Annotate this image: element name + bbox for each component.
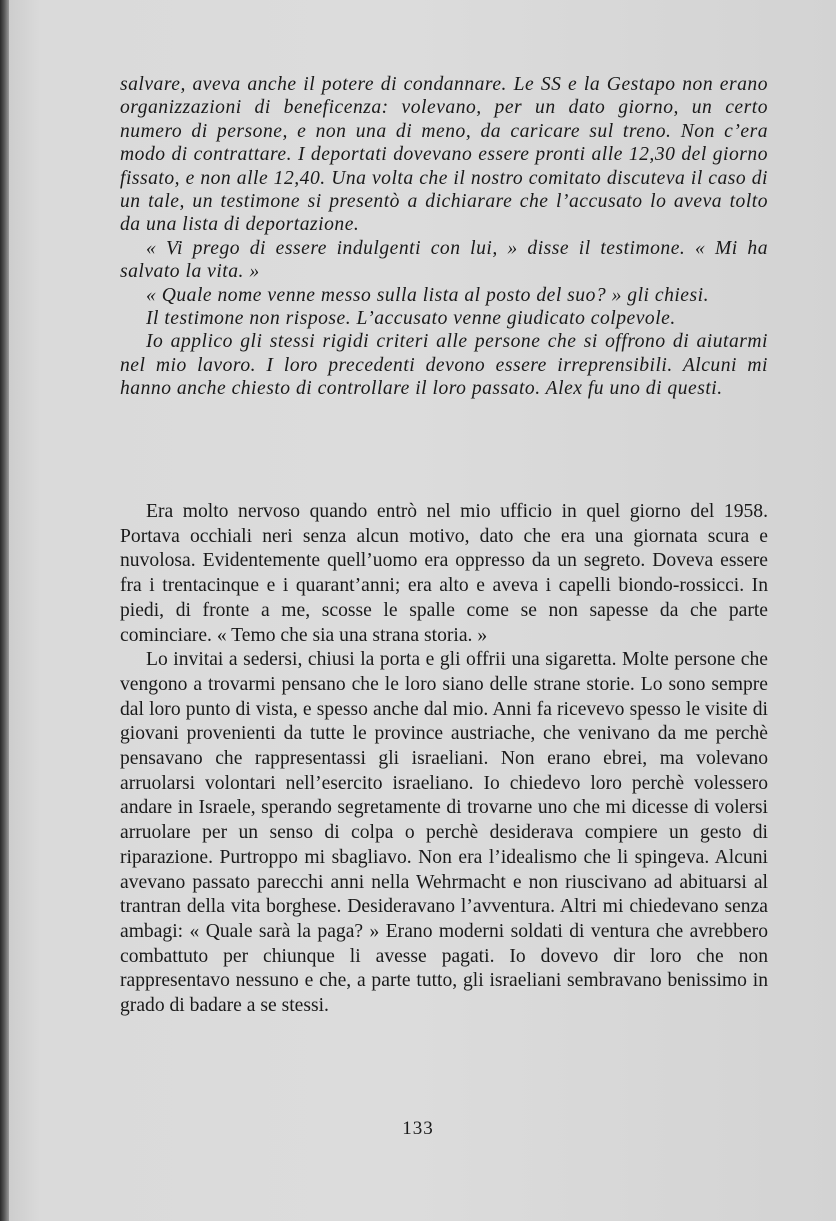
italic-paragraph: « Quale nome venne messo sulla lista al posto del suo? » gli chiesi.: [146, 284, 709, 306]
italic-paragraph: Il testimone non rispose. L’accusato venne giudicato colpevole.: [146, 308, 676, 330]
body-paragraph: Lo invitai a sedersi, chiusi la porta e gli offrii una sigaretta. Molte persone che vengono a trovarmi pensano che le loro siano delle strane storie. Lo sono sempre dal loro punto di vista, e spesso anche dal mio. Anni fa ricevevo spesso le visite di giovani provenienti da tutte le province austriache, che venivano da me perchè pensavano che rappresentassi gli israeliani. Non erano ebrei, ma volevano arruolarsi volontari nell’esercito israeliano. Io chiedevo loro perchè volessero andare in Israele, sperando segretamente di trovarne uno che mi dicesse di volersi arruolare per un senso di colpa o perchè desiderava compiere un gesto di riparazione. Purtroppo mi sbagliavo. Non era l’idealismo che li spingeva. Alcuni avevano passato parecchi anni nella Wehrmacht e non riuscivano ad abituarsi al trantran della vita borghese. Desideravano l’avventura. Altri mi chiedevano senza ambagi: « Quale sarà la paga? » Erano moderni soldati di ventura che avrebbero combattuto per chiunque li avesse pagati. Io dovevo dir loro che non rappresentavo nessuno e che, a parte tutto, gli israeliani sembravano benissimo in grado di badare a se stessi.: [120, 649, 768, 1017]
body-paragraph: Era molto nervoso quando entrò nel mio ufficio in quel giorno del 1958. Portava occhiali neri senza alcun motivo, dato che era una giornata scura e nuvolosa. Evidentemente quell’uomo era oppresso da un segreto. Doveva essere fra i trentacinque e i quarant’anni; era alto e aveva i capelli biondo-rossicci. In piedi, di fronte a me, scosse le spalle come se non sapesse da che parte cominciare. « Temo che sia una strana storia. »: [120, 501, 768, 646]
italic-paragraph: salvare, aveva anche il potere di condannare. Le SS e la Gestapo non erano organizzazioni di beneficenza: volevano, per un dato giorno, un certo numero di persone, e non una di meno, da caricare sul treno. Non c’era modo di contrattare. I deportati dovevano essere pronti alle 12,30 del giorno fissato, e non alle 12,40. Una volta che il nostro comitato discuteva il caso di un tale, un testimone si presentò a dichiarare che l’accusato lo aveva tolto da una lista di deportazione.: [120, 74, 768, 236]
italic-paragraph: « Vi prego di essere indulgenti con lui, » disse il testimone. « Mi ha salvato la vita. »: [120, 237, 768, 283]
italic-paragraph: Io applico gli stessi rigidi criteri alle persone che si offrono di aiutarmi nel mio lavoro. I loro precedenti devono essere irreprensibili. Alcuni mi hanno anche chiesto di controllare il loro passato. Alex fu uno di questi.: [120, 331, 768, 400]
roman-section: [120, 500, 768, 1019]
italic-section: [120, 73, 768, 401]
book-spine-shadow: [0, 0, 9, 1221]
page-number: 133: [402, 1118, 434, 1139]
